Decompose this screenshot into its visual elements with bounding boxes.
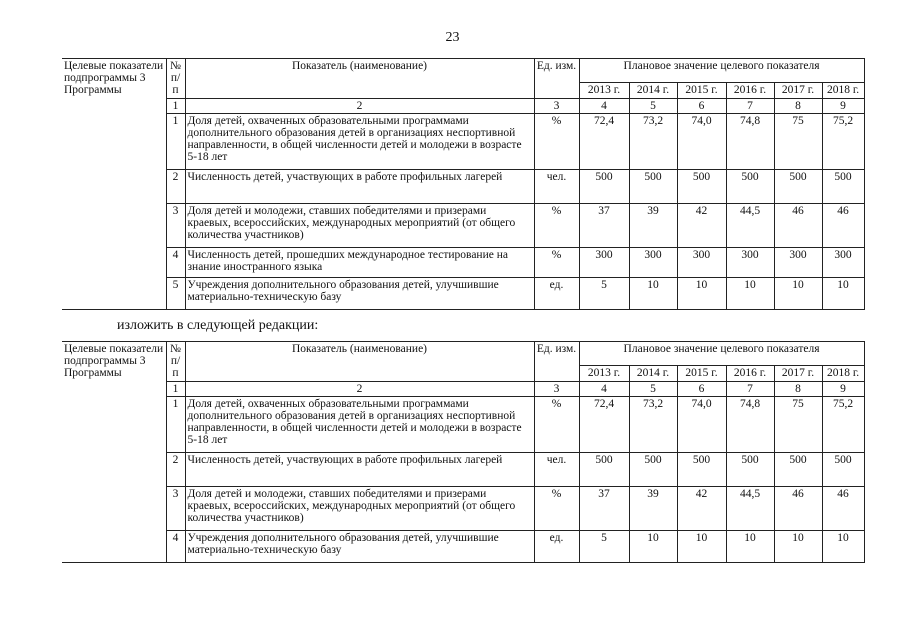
value-cell: 42 (677, 487, 726, 531)
column-number: 8 (774, 99, 822, 114)
column-number: 7 (726, 382, 774, 397)
column-number: 6 (677, 382, 726, 397)
value-cell: 75 (774, 114, 822, 170)
value-cell: 72,4 (579, 397, 629, 453)
row-number: 3 (166, 487, 185, 531)
value-cell: 500 (774, 170, 822, 204)
row-number: 4 (166, 248, 185, 278)
transition-text: изложить в следующей редакции: (117, 318, 319, 333)
value-cell: 46 (774, 487, 822, 531)
value-cell: 75 (774, 397, 822, 453)
value-cell: 46 (774, 204, 822, 248)
year-header: 2013 г. (579, 366, 629, 382)
unit-cell: % (534, 397, 579, 453)
year-header: 2015 г. (677, 366, 726, 382)
section-title-cell: Целевые показатели подпрограммы 3 Программы (62, 59, 166, 310)
value-cell: 10 (677, 531, 726, 563)
value-cell: 75,2 (822, 114, 864, 170)
column-number: 2 (185, 99, 534, 114)
unit-cell: % (534, 487, 579, 531)
year-header: 2017 г. (774, 366, 822, 382)
column-number: 5 (629, 99, 677, 114)
table-row (62, 397, 864, 453)
column-number: 1 (166, 99, 185, 114)
table-row (62, 487, 864, 531)
value-cell: 37 (579, 487, 629, 531)
indicator-name: Численность детей, участвующих в работе профильных лагерей (185, 170, 534, 204)
year-header: 2014 г. (629, 83, 677, 99)
column-number: 6 (677, 99, 726, 114)
column-number: 2 (185, 382, 534, 397)
year-header: 2013 г. (579, 83, 629, 99)
year-header: 2018 г. (822, 366, 864, 382)
column-number: 4 (579, 99, 629, 114)
value-cell: 74,0 (677, 114, 726, 170)
value-cell: 300 (726, 248, 774, 278)
row-number: 5 (166, 278, 185, 310)
row-number: 2 (166, 170, 185, 204)
value-cell: 500 (629, 170, 677, 204)
column-number: 5 (629, 382, 677, 397)
section-title-cell: Целевые показатели подпрограммы 3 Программы (62, 342, 166, 563)
value-cell: 44,5 (726, 204, 774, 248)
year-header: 2016 г. (726, 366, 774, 382)
value-cell: 10 (774, 531, 822, 563)
unit-cell: чел. (534, 453, 579, 487)
value-cell: 73,2 (629, 397, 677, 453)
column-number: 1 (166, 382, 185, 397)
indicator-name: Учреждения дополнительного образования детей, улучшившие материально-техническую базу (185, 531, 534, 563)
indicators-table-original (62, 58, 865, 310)
value-cell: 5 (579, 278, 629, 310)
num-header: № п/п (166, 59, 185, 99)
column-number: 8 (774, 382, 822, 397)
row-number: 1 (166, 114, 185, 170)
value-cell: 39 (629, 487, 677, 531)
indicator-name: Численность детей, участвующих в работе профильных лагерей (185, 453, 534, 487)
unit-cell: % (534, 248, 579, 278)
page-number: 23 (445, 30, 460, 45)
value-cell: 46 (822, 204, 864, 248)
column-number: 4 (579, 382, 629, 397)
row-number: 4 (166, 531, 185, 563)
value-cell: 300 (629, 248, 677, 278)
unit-cell: % (534, 114, 579, 170)
value-cell: 10 (774, 278, 822, 310)
value-cell: 5 (579, 531, 629, 563)
indicator-header: Показатель (наименование) (185, 59, 534, 99)
value-cell: 37 (579, 204, 629, 248)
value-cell: 39 (629, 204, 677, 248)
value-cell: 74,0 (677, 397, 726, 453)
column-number: 9 (822, 99, 864, 114)
value-cell: 500 (579, 453, 629, 487)
value-cell: 500 (677, 170, 726, 204)
row-number: 3 (166, 204, 185, 248)
value-cell: 73,2 (629, 114, 677, 170)
unit-cell: ед. (534, 531, 579, 563)
unit-cell: чел. (534, 170, 579, 204)
indicator-name: Доля детей и молодежи, ставших победителями и призерами краевых, всероссийских, международных мероприятий (от общего количества участников) (185, 487, 534, 531)
indicator-name: Доля детей, охваченных образовательными программами дополнительного образования детей в организациях неспортивной направленности, в общей численности детей и молодежи в возрасте 5-18 лет (185, 397, 534, 453)
table-row (62, 531, 864, 563)
value-cell: 10 (629, 278, 677, 310)
table-row (62, 278, 864, 310)
value-cell: 44,5 (726, 487, 774, 531)
table-row (62, 114, 864, 170)
value-cell: 42 (677, 204, 726, 248)
value-cell: 10 (822, 278, 864, 310)
value-cell: 46 (822, 487, 864, 531)
indicator-name: Доля детей, охваченных образовательными программами дополнительного образования детей в организациях неспортивной направленности, в общей численности детей и молодежи в возрасте 5-18 лет (185, 114, 534, 170)
value-cell: 74,8 (726, 397, 774, 453)
value-cell: 10 (822, 531, 864, 563)
column-number: 9 (822, 382, 864, 397)
table-row (62, 453, 864, 487)
value-cell: 74,8 (726, 114, 774, 170)
value-cell: 500 (579, 170, 629, 204)
row-number: 2 (166, 453, 185, 487)
indicator-name: Учреждения дополнительного образования детей, улучшившие материально-техническую базу (185, 278, 534, 310)
unit-cell: % (534, 204, 579, 248)
row-number: 1 (166, 397, 185, 453)
column-number: 3 (534, 99, 579, 114)
column-number: 7 (726, 99, 774, 114)
value-cell: 500 (677, 453, 726, 487)
column-number: 3 (534, 382, 579, 397)
indicator-header: Показатель (наименование) (185, 342, 534, 382)
indicator-name: Доля детей и молодежи, ставших победителями и призерами краевых, всероссийских, международных мероприятий (от общего количества участников) (185, 204, 534, 248)
value-cell: 500 (774, 453, 822, 487)
value-cell: 300 (774, 248, 822, 278)
planned-header: Плановое значение целевого показателя (579, 59, 864, 83)
value-cell: 10 (726, 531, 774, 563)
value-cell: 72,4 (579, 114, 629, 170)
year-header: 2016 г. (726, 83, 774, 99)
planned-header: Плановое значение целевого показателя (579, 342, 864, 366)
table-row (62, 170, 864, 204)
value-cell: 75,2 (822, 397, 864, 453)
value-cell: 500 (726, 170, 774, 204)
year-header: 2017 г. (774, 83, 822, 99)
indicator-name: Численность детей, прошедших международное тестирование на знание иностранного языка (185, 248, 534, 278)
unit-header: Ед. изм. (534, 342, 579, 382)
year-header: 2014 г. (629, 366, 677, 382)
year-header: 2018 г. (822, 83, 864, 99)
value-cell: 500 (822, 453, 864, 487)
value-cell: 10 (726, 278, 774, 310)
value-cell: 10 (677, 278, 726, 310)
value-cell: 500 (822, 170, 864, 204)
indicators-table-revised (62, 341, 865, 563)
unit-header: Ед. изм. (534, 59, 579, 99)
year-header: 2015 г. (677, 83, 726, 99)
value-cell: 300 (579, 248, 629, 278)
unit-cell: ед. (534, 278, 579, 310)
table-row (62, 248, 864, 278)
value-cell: 300 (677, 248, 726, 278)
value-cell: 500 (726, 453, 774, 487)
value-cell: 300 (822, 248, 864, 278)
num-header: № п/п (166, 342, 185, 382)
value-cell: 500 (629, 453, 677, 487)
value-cell: 10 (629, 531, 677, 563)
table-row (62, 204, 864, 248)
